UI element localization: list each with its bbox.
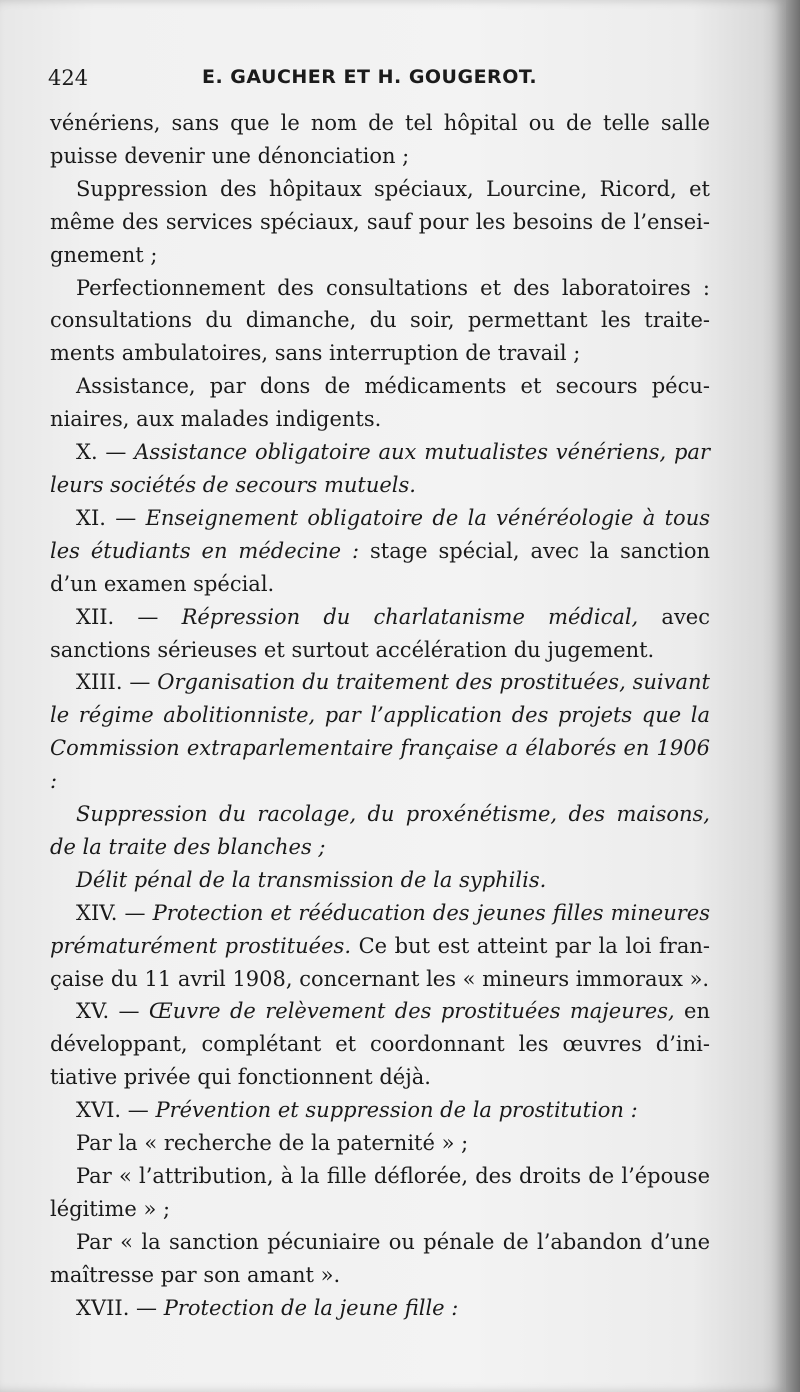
page-number: 424 [48,66,89,90]
paragraph-italic [50,864,710,897]
paragraph [50,272,710,371]
section-title: Répression du charlatanisme médical, [181,604,639,629]
paragraph [50,1226,710,1292]
paragraph-text: Par « la sanction pécuniaire ou pénale de l’abandon d’une maîtresse par son amant ». [50,1229,710,1287]
section-number: XI. — [76,505,146,530]
section-title: Prévention et suppression de la prostitution : [155,1098,638,1123]
section-text: stage spécial, avec la sanction d’un examen spécial. [50,538,710,596]
section-xv [50,995,710,1094]
paragraph-text: Perfectionnement des consultations et des laboratoires : consultations du dimanche, du soir, permettant les traitements ambulatoires, sans interruption de travail ; [50,275,710,366]
paragraph [50,1160,710,1226]
paragraph-italic [50,798,710,864]
section-number: XII. — [76,604,182,629]
section-xiv [50,897,710,996]
section-number: XVII. — [76,1295,164,1320]
section-title: Enseignement obligatoire de la vénéréologie à tous les étudiants en médecine : [50,505,710,563]
paragraph-text: Par la « recherche de la paternité » ; [76,1131,469,1156]
paragraph-text: Suppression du racolage, du proxénétisme, des maisons, de la traite des blanches ; [50,802,710,859]
section-xii [50,601,710,667]
section-number: X. — [76,440,135,465]
section-xvii [50,1292,710,1325]
paragraph-continuation [50,107,710,173]
section-title: Protection de la jeune fille : [163,1295,459,1320]
paragraph [50,173,710,272]
section-title: Œuvre de relèvement des prostituées majeures, [148,999,675,1024]
section-text: Ce but est atteint par la loi française du 11 avril 1908, concernant les « mineurs immoraux ». [50,933,710,991]
body-text [50,107,710,1325]
section-xi [50,502,710,601]
section-text: avec sanctions sérieuses et surtout accélération du jugement. [50,604,711,662]
paragraph-text: Par « l’attribution, à la fille déflorée, des droits de l’épouse légitime » ; [50,1164,710,1221]
page-edge [786,0,800,1392]
paragraph [50,1127,710,1160]
section-text: en développant, complétant et coordonnant les œuvres d’initiative privée qui fonctionnent déjà. [50,999,710,1090]
paragraph-text: vénériens, sans que le nom de tel hôpital ou de telle salle puisse devenir une dénonciation ; [50,111,710,168]
section-x [50,436,710,502]
paragraph-text: Suppression des hôpitaux spéciaux, Lourcine, Ricord, et même des services spéciaux, sauf pour les besoins de l’enseignement ; [50,176,710,267]
section-number: XVI. — [76,1098,156,1123]
section-xiii [50,666,710,798]
paragraph-text: Délit pénal de la transmission de la syphilis. [76,867,547,892]
paragraph [50,370,710,436]
section-number: XV. — [76,999,149,1024]
paragraph-text: Assistance, par dons de médicaments et secours pécuniaires, aux malades indigents. [50,374,710,432]
section-title: Protection et rééducation des jeunes filles mineures prématurément prostituées. [50,900,710,958]
section-title: Assistance obligatoire aux mutualistes vénériens, par leurs sociétés de secours mutuels. [50,440,710,497]
section-xvi [50,1094,710,1127]
section-number: XIV. — [76,900,153,925]
section-title: Organisation du traitement des prostituées, suivant le régime abolitionniste, par l’application des projets que la Commission extraparlementaire française a élaborés en 1906 : [50,670,710,794]
running-head: E. GAUCHER ET H. GOUGEROT. [202,66,538,88]
page-header [48,62,718,102]
section-number: XIII. — [76,670,158,695]
